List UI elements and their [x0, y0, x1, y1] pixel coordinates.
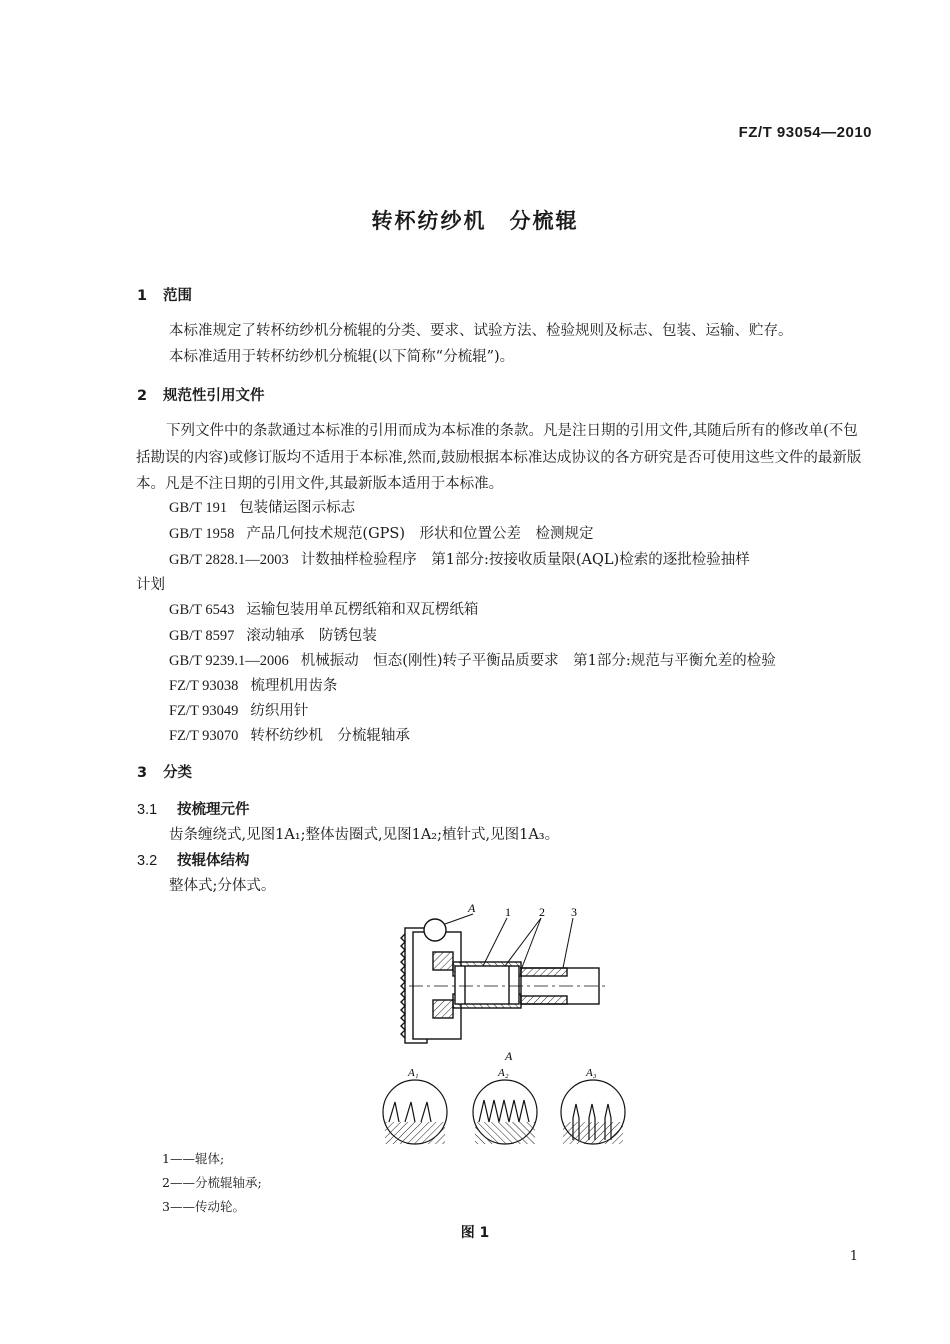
reference-item — [169, 724, 410, 745]
reference-title: 计数抽样检验程序 第1部分:按接收质量限(AQL)检索的逐批检验抽样 — [300, 552, 750, 568]
figure-legend-item: 3——传动轮。 — [162, 1199, 245, 1214]
section-3-heading — [137, 761, 192, 782]
reference-title: 纺织用针 — [250, 703, 309, 719]
reference-item — [169, 699, 308, 720]
reference-code: GB/T 191 — [169, 500, 228, 516]
subsection-3-2-heading — [137, 849, 250, 870]
section-number: 2 — [137, 388, 148, 404]
figure-legend-item: 1——辊体; — [162, 1151, 225, 1166]
subsection-number: 3.2 — [137, 853, 158, 869]
reference-item — [169, 522, 594, 543]
detail-A2-label: A₂ — [498, 1067, 509, 1079]
section-title: 分类 — [163, 765, 192, 781]
reference-title: 梳理机用齿条 — [250, 678, 338, 694]
detail-A3-label: A₃ — [586, 1067, 597, 1079]
page-number: 1 — [849, 1249, 858, 1264]
figure-1-drawing — [375, 900, 645, 1150]
detail-A1-label: A₁ — [408, 1067, 419, 1079]
reference-title: 计划 — [136, 577, 165, 593]
callout-3: 3 — [571, 905, 577, 919]
callout-2: 2 — [539, 905, 545, 919]
reference-code: GB/T 6543 — [169, 602, 235, 618]
roller-cross-section — [401, 914, 607, 1043]
section-2-heading — [137, 384, 265, 405]
detail-view-title: A — [505, 1049, 513, 1063]
section-1-heading — [137, 284, 192, 305]
reference-item-continuation — [136, 573, 165, 594]
subsection-title: 按辊体结构 — [177, 853, 250, 869]
figure-legend-item: 2——分梳辊轴承; — [162, 1175, 262, 1190]
reference-title: 转杯纺纱机 分梳辊轴承 — [250, 728, 410, 744]
reference-title: 运输包装用单瓦楞纸箱和双瓦楞纸箱 — [246, 602, 479, 618]
reference-title: 包装储运图示标志 — [239, 500, 356, 516]
standard-code: FZ/T 93054—2010 — [738, 124, 872, 141]
scope-paragraph-2: 本标准适用于转杯纺纱机分梳辊(以下简称“分梳辊”)。 — [169, 349, 515, 365]
reference-item — [169, 598, 478, 619]
reference-title: 机械振动 恒态(刚性)转子平衡品质要求 第1部分:规范与平衡允差的检验 — [300, 653, 776, 669]
reference-item — [169, 548, 750, 569]
detail-A3 — [561, 1080, 625, 1144]
detail-A1 — [383, 1080, 447, 1144]
section-number: 3 — [137, 765, 148, 781]
reference-code: GB/T 2828.1—2003 — [169, 552, 289, 568]
references-intro-text: 下列文件中的条款通过本标准的引用而成为本标准的条款。凡是注日期的引用文件,其随后所有的修改单(不包括勘误的内容)或修订版均不适用于本标准,然而,鼓励根据本标准达成协议的各方研究是否可使用这些文件的最新版本。凡是不注日期的引用文件,其最新版本适用于本标准。 — [136, 423, 862, 492]
subsection-3-2-text: 整体式;分体式。 — [169, 878, 276, 894]
reference-code: FZ/T 93070 — [169, 728, 239, 744]
section-number: 1 — [137, 288, 148, 304]
references-intro — [136, 418, 872, 498]
section-title: 规范性引用文件 — [163, 388, 265, 404]
subsection-title: 按梳理元件 — [177, 802, 250, 818]
callout-1: 1 — [505, 905, 511, 919]
subsection-3-1-text: 齿条缠绕式,见图1A₁;整体齿圈式,见图1A₂;植针式,见图1A₃。 — [169, 827, 560, 843]
reference-item — [169, 649, 776, 670]
reference-title: 产品几何技术规范(GPS) 形状和位置公差 检测规定 — [246, 526, 594, 542]
document-title: 转杯纺纱机 分梳辊 — [371, 209, 579, 233]
reference-item — [169, 496, 355, 517]
subsection-number: 3.1 — [137, 802, 158, 818]
reference-code: GB/T 8597 — [169, 628, 235, 644]
subsection-3-1-heading — [137, 798, 250, 819]
scope-paragraph-1: 本标准规定了转杯纺纱机分梳辊的分类、要求、试验方法、检验规则及标志、包装、运输、贮存。 — [169, 323, 793, 339]
section-title: 范围 — [163, 288, 192, 304]
reference-code: FZ/T 93049 — [169, 703, 239, 719]
reference-item — [169, 674, 337, 695]
detail-A2 — [473, 1080, 537, 1144]
reference-code: GB/T 9239.1—2006 — [169, 653, 289, 669]
figure-caption: 图 1 — [460, 1225, 490, 1241]
reference-code: GB/T 1958 — [169, 526, 235, 542]
reference-code: FZ/T 93038 — [169, 678, 239, 694]
reference-title: 滚动轴承 防锈包装 — [246, 628, 377, 644]
reference-item — [169, 624, 377, 645]
detail-A-label: A — [468, 901, 476, 915]
